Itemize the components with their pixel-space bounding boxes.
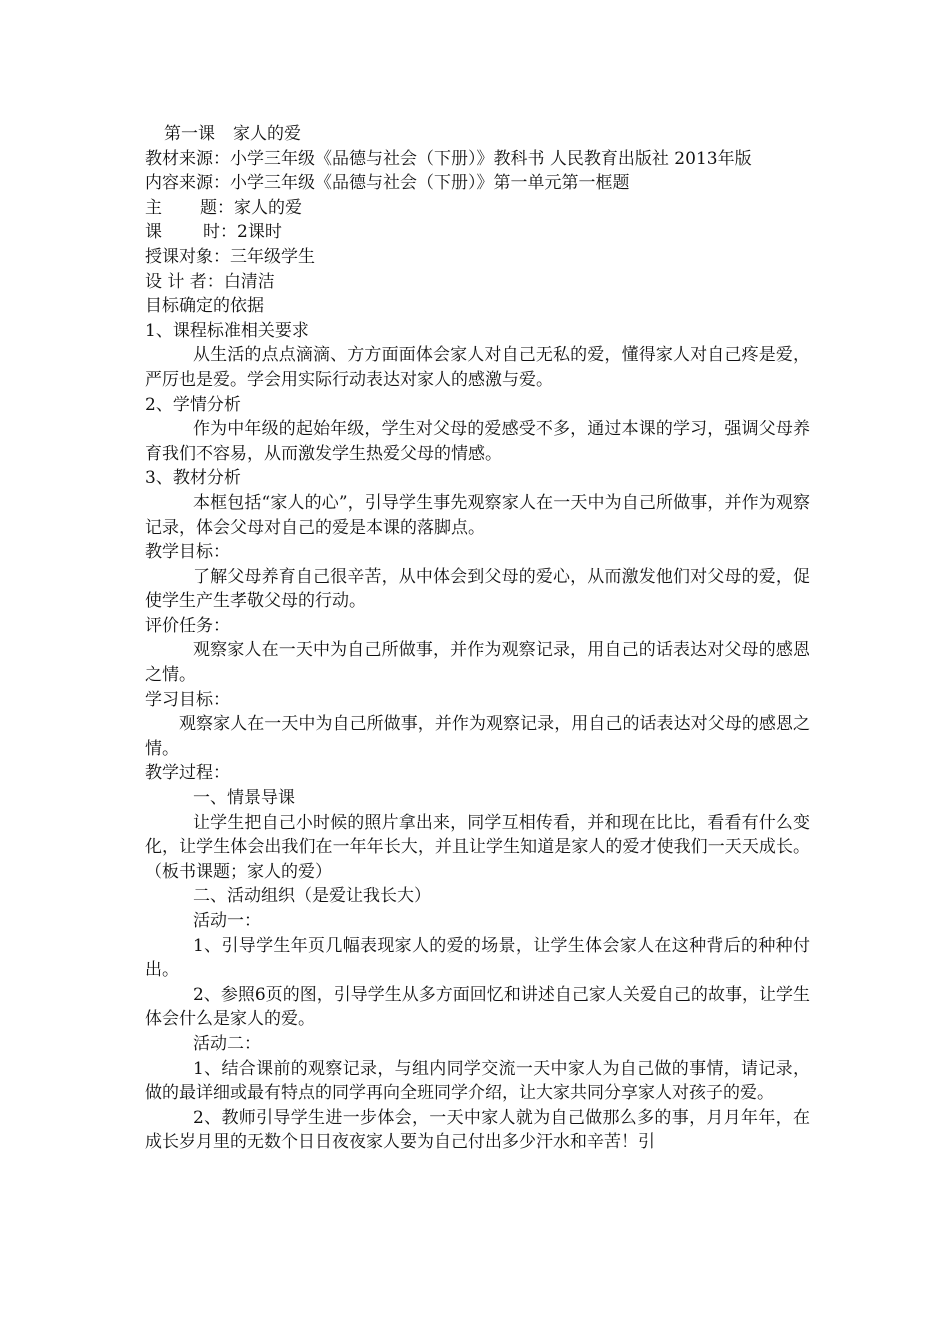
activity-2-item-2: 2、教师引导学生进一步体会，一天中家人就为自己做那么多的事，月月年年，在成长岁月里的无数个日日夜夜家人要为自己付出多少汗水和辛苦！引 (145, 1107, 810, 1153)
meta-label: 授课对象： (145, 246, 230, 267)
teaching-goal-text: 了解父母养育自己很辛苦，从中体会到父母的爱心，从而激发他们对父母的爱，促使学生产生孝敬父母的行动。 (145, 566, 810, 612)
process-heading: 教学过程： (145, 763, 230, 784)
meta-value: 小学三年级《品德与社会（下册）》第一单元第一框题 (230, 173, 630, 194)
lesson-name: 家人的爱 (233, 124, 301, 144)
activity-1-item-1: 1、引导学生年页几幅表现家人的爱的场景，让学生体会家人在这种背后的种种付出。 (145, 935, 810, 981)
meta-label-second: 时： (203, 222, 237, 243)
section-3-text: 本框包括“家人的心”，引导学生事先观察家人在一天中为自己所做事，并作为观察记录，体会父母对自己的爱是本课的落脚点。 (145, 492, 810, 538)
activity-2-item-1: 1、结合课前的观察记录，与组内同学交流一天中家人为自己做的事情，请记录，做的最详细或最有特点的同学再向全班同学介绍，让大家共同分享家人对孩子的爱。 (145, 1058, 810, 1104)
evaluation-heading: 评价任务： (145, 615, 230, 636)
lesson-number: 第一课 (164, 124, 215, 144)
lesson-title (145, 122, 810, 147)
process-step-1-heading: 一、情景导课 (193, 788, 295, 809)
meta-label: 内容来源： (145, 173, 230, 194)
meta-designer (145, 270, 810, 295)
process-step-1-text: 让学生把自己小时候的照片拿出来，同学互相传看，并和现在比比，看看有什么变化，让学生体会出我们在一年年长大，并且让学生知道是家人的爱才使我们一天天成长。（板书课题；家人的爱） (145, 812, 810, 882)
section-3-heading: 3、教材分析 (145, 468, 241, 489)
document-page (145, 122, 810, 1155)
section-1-heading: 1、课程标准相关要求 (145, 320, 309, 341)
evaluation-text: 观察家人在一天中为自己所做事，并作为观察记录，用自己的话表达对父母的感恩之情。 (145, 640, 810, 686)
meta-value: 小学三年级《品德与社会（下册）》教科书 人民教育出版社 2013年版 (230, 148, 752, 169)
section-1-text: 从生活的点点滴滴、方方面面体会家人对自己无私的爱，懂得家人对自己疼是爱，严厉也是爱。学会用实际行动表达对家人的感激与爱。 (145, 345, 810, 390)
meta-label: 设 计 者： (145, 271, 224, 292)
meta-content-source (145, 171, 810, 196)
meta-label-first: 课 (145, 222, 162, 243)
meta-label: 教材来源： (145, 148, 230, 169)
learning-goal-text: 观察家人在一天中为自己所做事，并作为观察记录，用自己的话表达对父母的感恩之情。 (145, 714, 810, 759)
meta-hours (145, 220, 810, 245)
meta-value: 家人的爱 (234, 197, 302, 218)
section-2-text: 作为中年级的起始年级，学生对父母的爱感受不多，通过本课的学习，强调父母养育我们不容易，从而激发学生热爱父母的情感。 (145, 419, 810, 464)
activity-2-heading: 活动二： (193, 1033, 261, 1054)
basis-heading: 目标确定的依据 (145, 296, 264, 317)
section-2-heading: 2、学情分析 (145, 394, 241, 415)
meta-value: 三年级学生 (230, 246, 315, 267)
learning-goal-heading: 学习目标： (145, 689, 230, 710)
activity-1-item-2: 2、参照6页的图，引导学生从多方面回忆和讲述自己家人关爱自己的故事，让学生体会什么是家人的爱。 (145, 984, 810, 1030)
process-step-2-heading: 二、活动组织（是爱让我长大） (193, 886, 431, 907)
meta-value: 白清洁 (223, 271, 275, 292)
meta-label-second: 题： (200, 197, 234, 218)
meta-textbook-source (145, 147, 810, 172)
activity-1-heading: 活动一： (193, 911, 261, 931)
meta-label-first: 主 (145, 197, 162, 218)
meta-audience (145, 245, 810, 270)
meta-topic (145, 196, 810, 221)
meta-value: 2课时 (237, 222, 282, 243)
teaching-goal-heading: 教学目标： (145, 542, 230, 563)
